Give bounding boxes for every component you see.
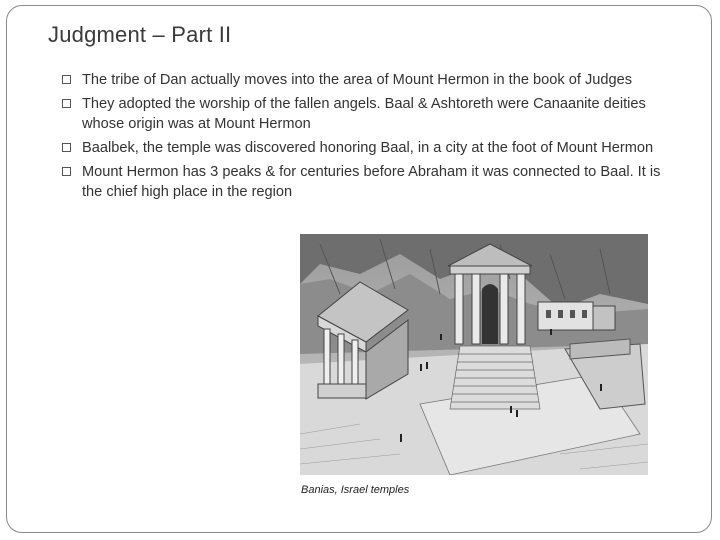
checkbox-bullet-icon	[62, 75, 71, 84]
bullet-item	[62, 138, 662, 158]
image-caption: Banias, Israel temples	[301, 484, 410, 496]
bullet-list	[62, 70, 662, 206]
checkbox-bullet-icon	[62, 99, 71, 108]
bullet-item	[62, 70, 662, 90]
temple-sketch-graphic	[300, 234, 648, 475]
bullet-item	[62, 162, 662, 202]
bullet-text: Mount Hermon has 3 peaks & for centuries before Abraham it was connected to Baal. It is the chief high place in the region	[82, 164, 661, 200]
bullet-item	[62, 94, 662, 134]
checkbox-bullet-icon	[62, 143, 71, 152]
checkbox-bullet-icon	[62, 167, 71, 176]
temple-illustration	[300, 234, 648, 475]
slide-title: Judgment – Part II	[48, 22, 232, 47]
bullet-text: The tribe of Dan actually moves into the area of Mount Hermon in the book of Judges	[82, 72, 633, 88]
bullet-text: Baalbek, the temple was discovered honoring Baal, in a city at the foot of Mount Hermon	[82, 140, 654, 156]
bullet-text: They adopted the worship of the fallen angels. Baal & Ashtoreth were Canaanite deities whose origin was at Mount Hermon	[82, 96, 646, 132]
